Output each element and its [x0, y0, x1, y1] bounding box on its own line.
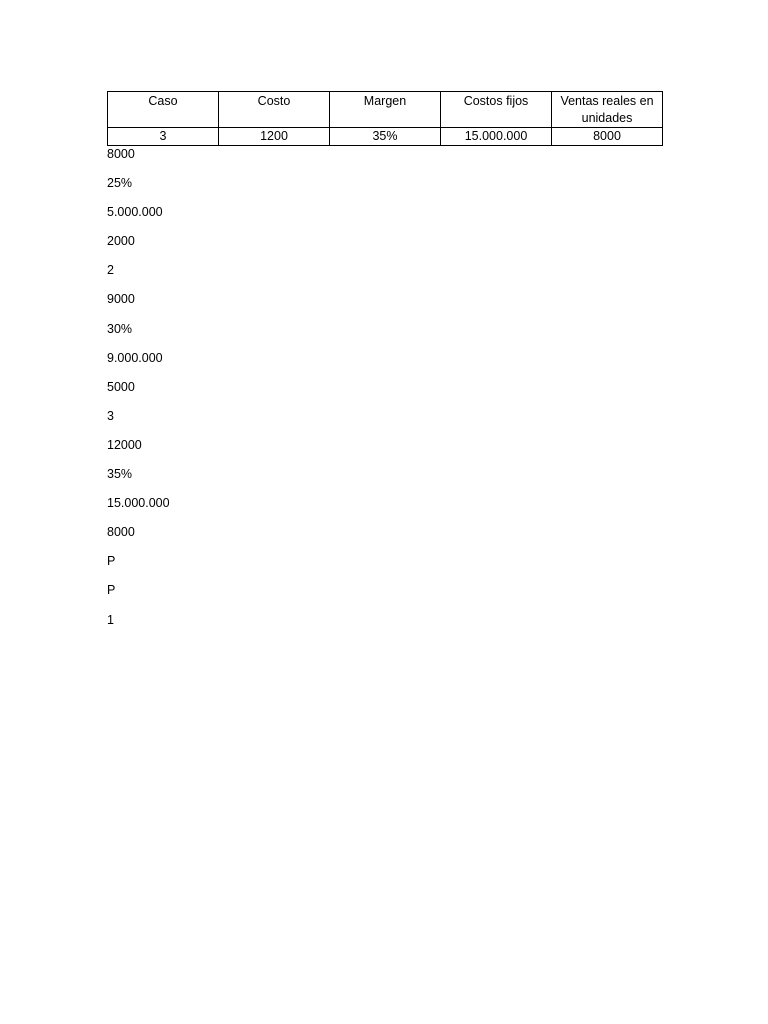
header-ventas-reales: Ventas reales en unidades — [552, 92, 663, 128]
list-item: 1 — [107, 612, 114, 627]
list-item: P — [107, 583, 116, 598]
list-item: 30% — [107, 321, 133, 336]
cell-ventas-reales: 8000 — [552, 128, 663, 146]
list-item: 9000 — [107, 292, 135, 307]
header-caso: Caso — [108, 92, 219, 128]
list-item: 8000 — [107, 147, 135, 161]
header-costo: Costo — [219, 92, 330, 128]
list-item: 15.000.000 — [107, 496, 170, 511]
header-margen: Margen — [330, 92, 441, 128]
list-item: 25% — [107, 176, 133, 191]
header-costos-fijos: Costos fijos — [441, 92, 552, 128]
cell-costo: 1200 — [219, 128, 330, 146]
cell-margen: 35% — [330, 128, 441, 146]
list-item: 5000 — [107, 379, 135, 394]
cell-costos-fijos: 15.000.000 — [441, 128, 552, 146]
list-item: 2 — [107, 263, 114, 278]
list-item: 35% — [107, 467, 133, 482]
list-item: 12000 — [107, 437, 142, 452]
list-item: 2000 — [107, 234, 135, 249]
list-item: 8000 — [107, 525, 135, 540]
list-item: 9.000.000 — [107, 350, 163, 365]
table-header-row — [108, 92, 663, 128]
cases-table — [107, 91, 663, 146]
list-item: 3 — [107, 408, 114, 423]
value-list — [107, 146, 170, 641]
list-item: P — [107, 554, 116, 569]
cell-caso: 3 — [108, 128, 219, 146]
table-row — [108, 128, 663, 146]
list-item: 5.000.000 — [107, 205, 163, 220]
